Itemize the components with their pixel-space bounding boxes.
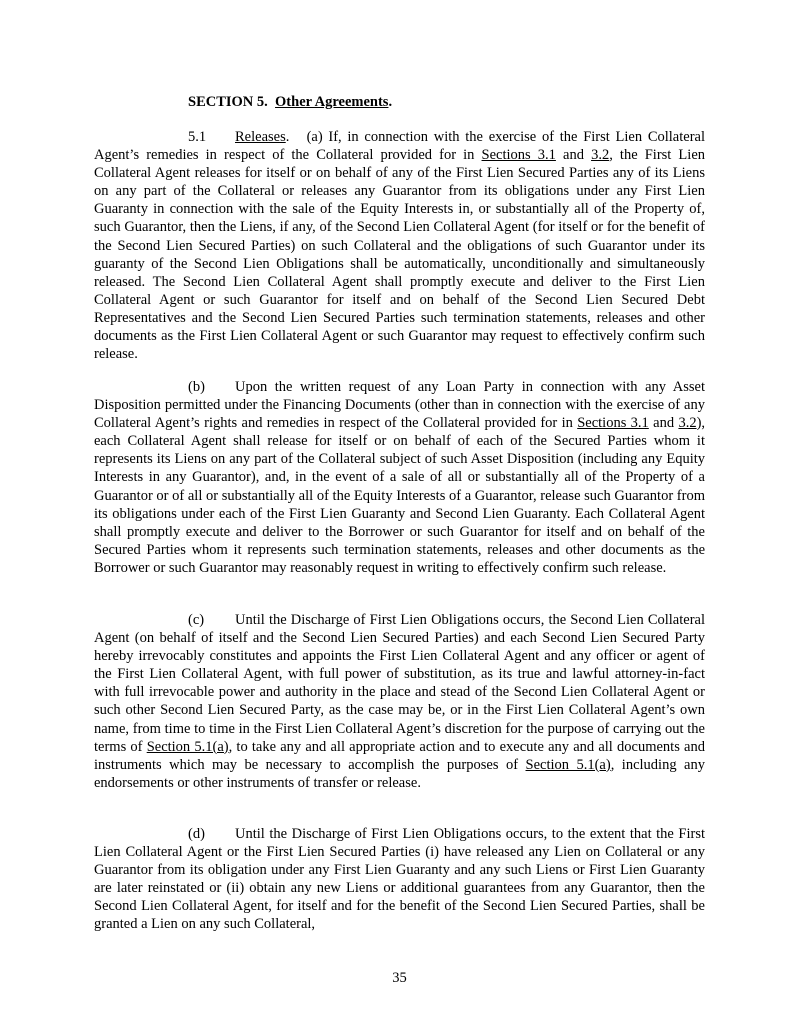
clause-number: 5.1 <box>188 129 207 145</box>
clause-label: (d) <box>188 826 205 842</box>
clause-label: (b) <box>188 379 205 395</box>
cross-reference: Section 5.1(a) <box>525 756 611 773</box>
cross-reference: 3.2 <box>678 415 697 432</box>
paragraph-5-1-b: (b) Upon the written request of any Loan Party in connection with any Asset Disposition permitted under the Financing Documents (other than in connection with the exercise of any Collateral Agent’s rights and remedies in respect of the Collateral provided for in Sections 3.1 and 3.2), each Collateral Agent shall release for itself or on behalf of each of the Secured Parties whom it represents its Liens on any part of the Collateral subject of such Asset Disposition (including any Equity Interests in any Guarantor), and, in the event of a sale of all or substantially all of the Property of a Guarantor or of all or substantially all of the Equity Interests of a Guarantor, release such Guarantor from its obligations under each of the First Lien Guaranty and Second Lien Guaranty. Each Collateral Agent shall promptly execute and deliver to the Borrower or such Guarantor for itself and on behalf of the Secured Parties whom it represents such termination statements, releases and other documents as the Borrower or such Guarantor may reasonably request in writing to effectively confirm such release. <box>94 379 706 576</box>
clause-caption: Releases <box>235 129 286 145</box>
section-title: Other Agreements <box>275 94 389 110</box>
paragraph-5-1-d: (d) Until the Discharge of First Lien Obligations occurs, to the extent that the First Lien Collateral Agent or the First Lien Secured Parties (i) have released any Lien on Collateral or any Guarantor from its obligation under any First Lien Guaranty and any such Liens or First Lien Guaranty are later reinstated or (ii) obtain any new Liens or additional guarantees from any Guarantor, then the Second Lien Collateral Agent, for itself and for the benefit of the Second Lien Secured Parties, shall be granted a Lien on any such Collateral, <box>94 826 705 933</box>
cross-reference: Sections 3.1 <box>481 147 556 164</box>
paragraph-5-1-a: 5.1 Releases. (a) If, in connection with the exercise of the First Lien Collateral Agent’s remedies in respect of the Collateral provided for in Sections 3.1 and 3.2, the First Lien Collateral Agent releases for itself or on behalf of any of the First Lien Secured Parties any of its Liens on any part of the Collateral or releases any Guarantor from its obligations under any First Lien Guaranty in connection with the sale of the Equity Interests in, or substantially all of the Property of, such Guarantor, then the Liens, if any, of the Second Lien Collateral Agent (for itself or for the benefit of the Second Lien Secured Parties) on such Collateral and the obligations of such Guarantor under its guaranty of the Second Lien Obligations shall be automatically, unconditionally and simultaneously released. The Second Lien Collateral Agent shall promptly execute and deliver to the First Lien Collateral Agent or such Guarantor for itself and on behalf of the Second Lien Secured Debt Representatives and the Second Lien Secured Parties such termination statements, releases and other documents as the First Lien Collateral Agent or such Guarantor may request to effectively confirm such release. <box>94 129 706 363</box>
clause-label: (c) <box>188 612 205 628</box>
cross-reference: 3.2 <box>591 147 610 164</box>
section-heading: SECTION 5. Other Agreements. <box>188 94 393 110</box>
page-number: 35 <box>392 970 407 986</box>
cross-reference: Sections 3.1 <box>577 415 649 432</box>
cross-reference: Section 5.1(a) <box>146 738 229 755</box>
section-number: SECTION 5. <box>188 94 268 110</box>
paragraph-5-1-c: (c) Until the Discharge of First Lien Obligations occurs, the Second Lien Collateral Agent (on behalf of itself and the Second Lien Secured Parties) and each Second Lien Secured Party hereby irrevocably constitutes and appoints the First Lien Collateral Agent and any officer or agent of the First Lien Collateral Agent, with full power of substitution, as its true and lawful attorney-in-fact with full irrevocable power and authority in the place and stead of the Second Lien Collateral Agent or such other Second Lien Secured Party, as the case may be, or in the First Lien Collateral Agent’s own name, from time to time in the First Lien Collateral Agent’s discretion for the purpose of carrying out the terms of Section 5.1(a), to take any and all appropriate action and to execute any and all documents and instruments which may be necessary to accomplish the purposes of Section 5.1(a), including any endorsements or other instruments of transfer or release. <box>94 612 705 791</box>
